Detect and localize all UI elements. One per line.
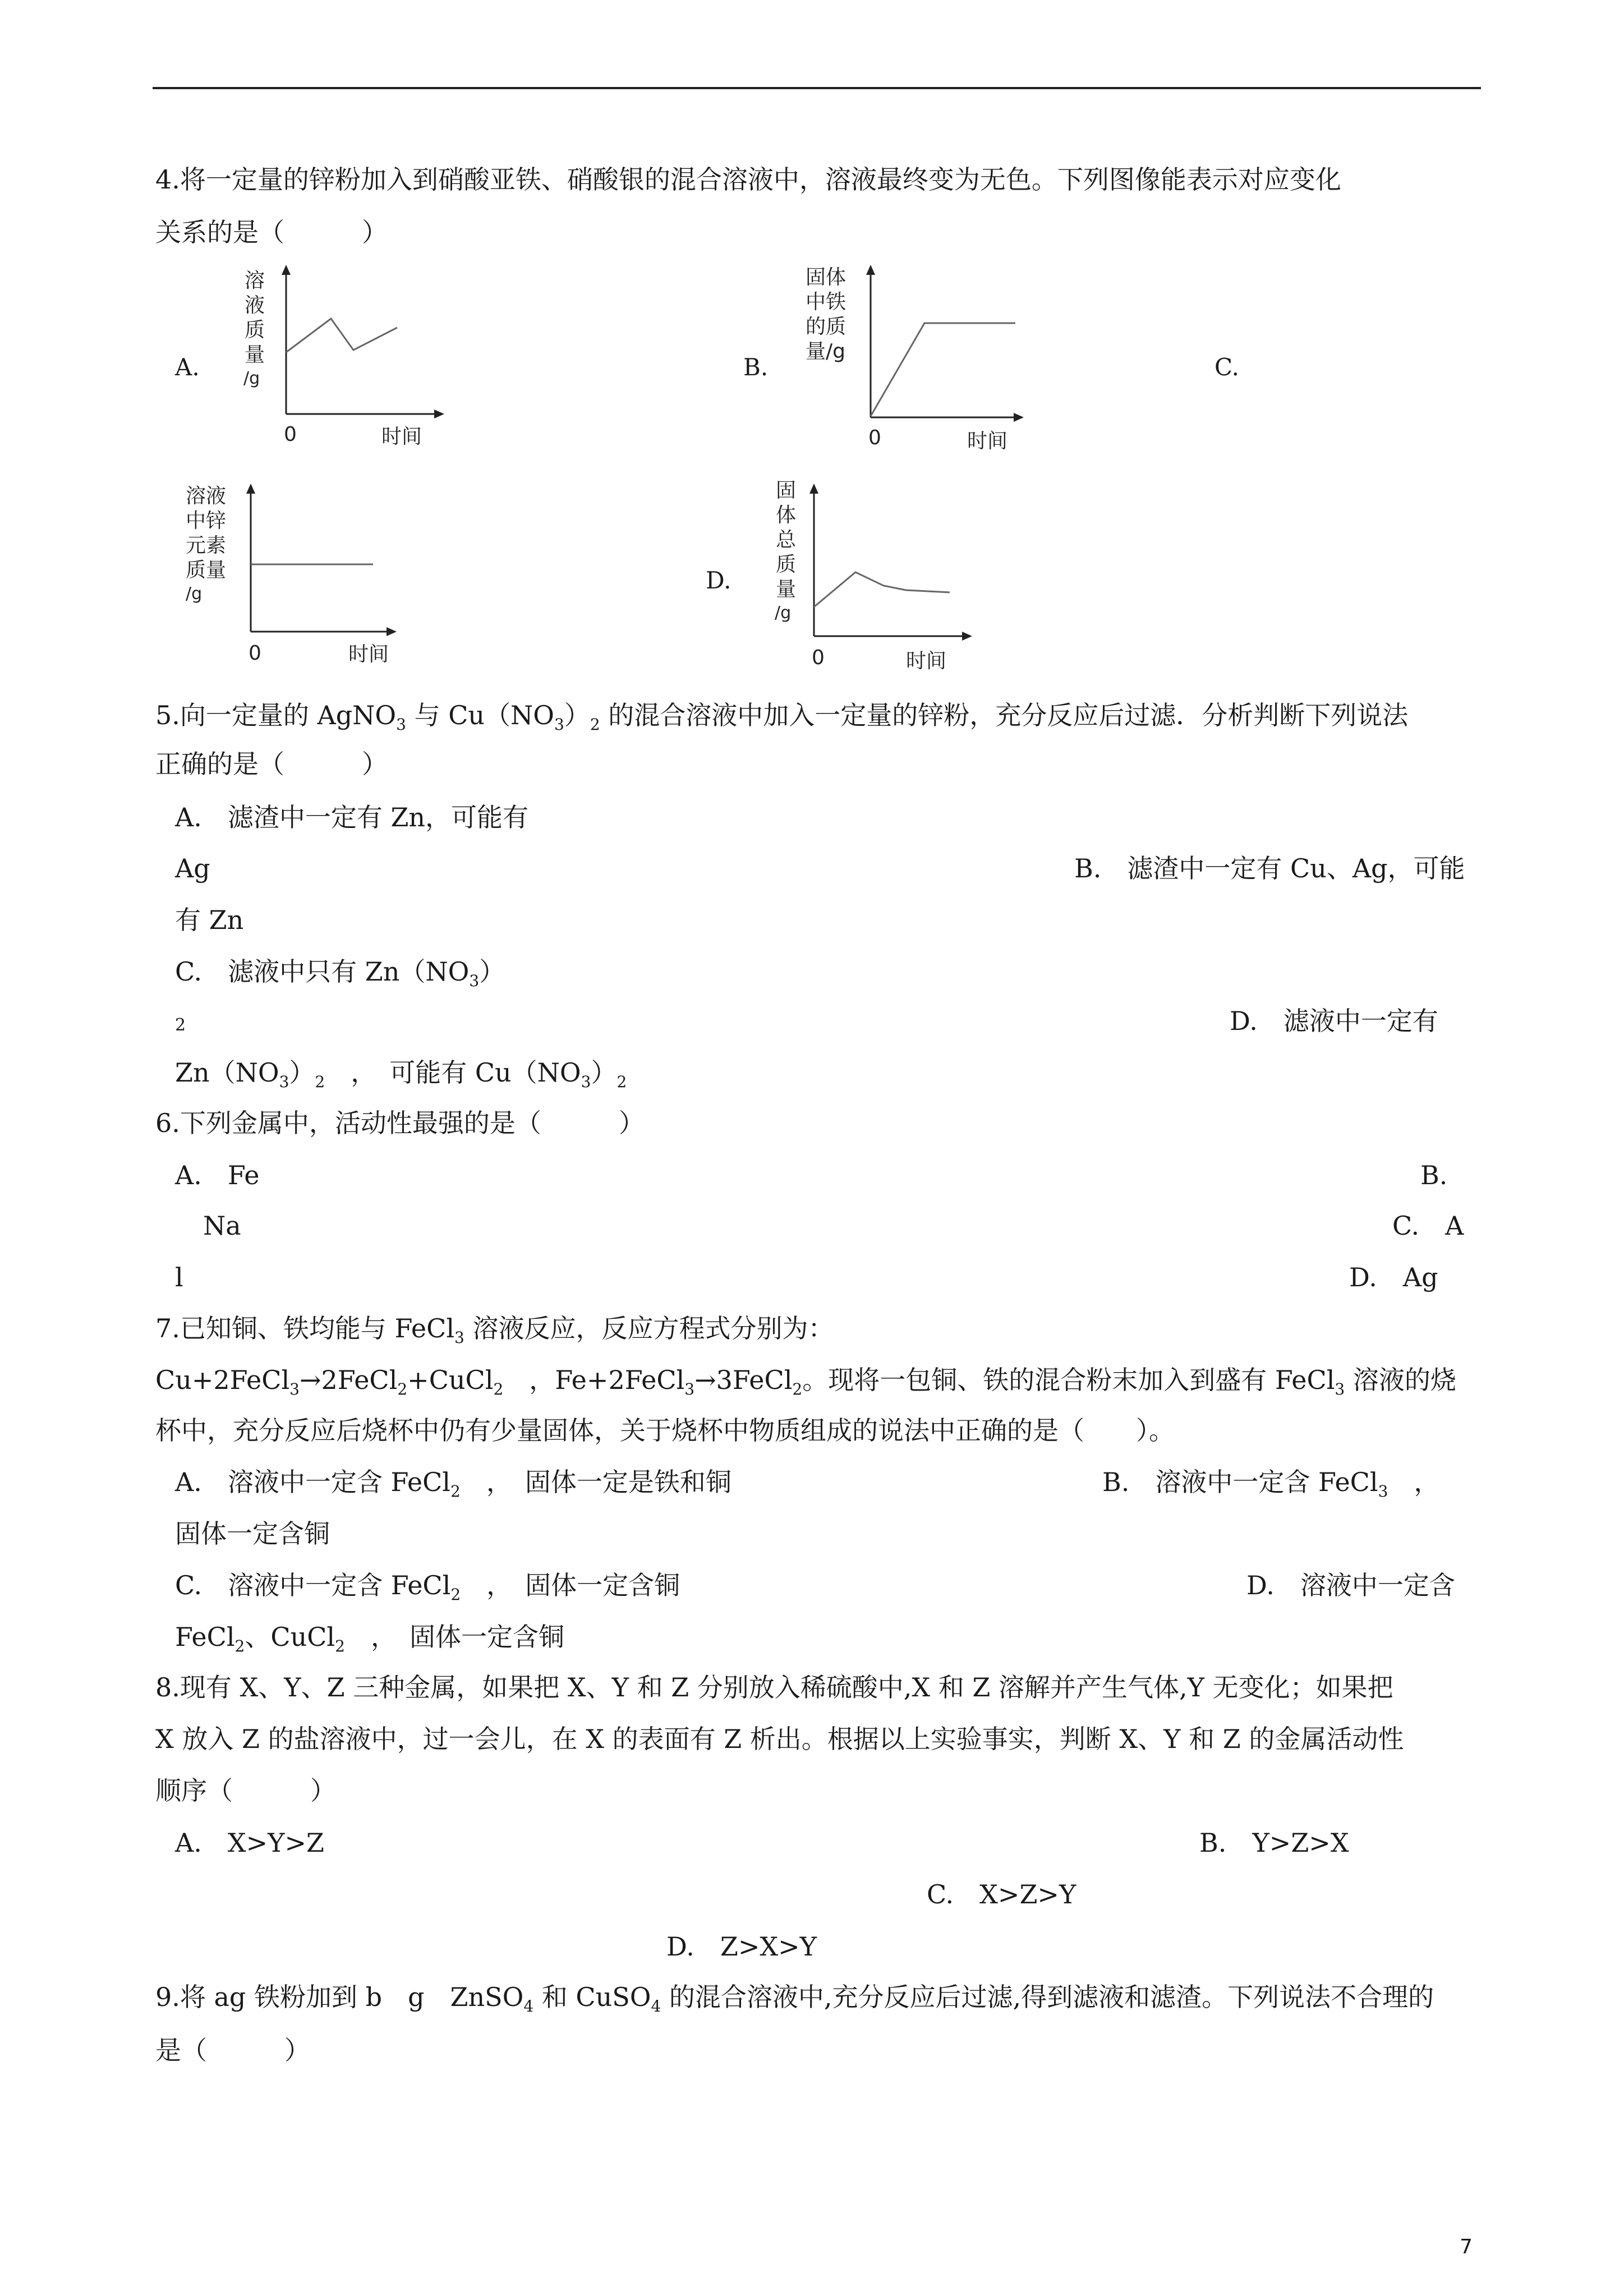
- q9-line1: 9.将 ag 铁粉加到 b g ZnSO$_4$ 和 CuSO$_4$ 的混合溶液中,充分反应后过滤,得到滤液和滤渣。下列说法不合理的: [155, 1982, 1434, 2016]
- q6-option-c: C. A: [1392, 1211, 1464, 1241]
- page-number: 7: [1460, 2235, 1473, 2258]
- q5-option-b: B. 滤渣中一定有 Cu、Ag，可能: [1074, 853, 1465, 884]
- q4-line2: 关系的是（ ）: [155, 217, 388, 247]
- q6-option-a: A. Fe: [175, 1160, 260, 1190]
- q7-stem-line1: 7.已知铜、铁均能与 FeCl$_3$ 溶液反应，反应方程式分别为：: [155, 1313, 834, 1347]
- q5-option-b-cont: 有 Zn: [175, 905, 244, 935]
- q6-stem: 6.下列金属中，活动性最强的是（ ）: [155, 1108, 645, 1138]
- graph-d-ylabel-3: 总: [776, 528, 797, 551]
- graph-c-ylabel-1: 溶液: [186, 485, 227, 508]
- q5-option-d-cont: $Zn(NO_3)_2$ ， 可能有 $Cu(NO_3)_2$: [175, 1057, 627, 1091]
- graph-a-xlabel: 时间: [381, 425, 422, 448]
- q4-line1: 4.将一定量的锌粉加入到硝酸亚铁、硝酸银的混合溶液中，溶液最终变为无色。下列图像能表示对应变化: [155, 164, 1341, 195]
- q5-option-c-cont: 2: [175, 1015, 186, 1035]
- q8-option-a: A. X>Y>Z: [175, 1828, 325, 1858]
- q4-label-b: B.: [743, 353, 769, 381]
- q7-option-d-cont: FeCl$_2$、CuCl$_2$ ， 固体一定含铜: [175, 1622, 564, 1655]
- graph-c: [182, 482, 407, 673]
- q7-option-b: B. 溶液中一定含 FeCl$_3$ ，: [1102, 1467, 1440, 1501]
- graph-c-ylabel-2: 中锌: [186, 509, 227, 532]
- q7-stem-line3: 杯中，充分反应后烧杯中仍有少量固体，关于烧杯中物质组成的说法中正确的是（ ）。: [155, 1415, 1175, 1446]
- q5-option-d: D. 滤液中一定有: [1230, 1006, 1438, 1036]
- q8-line1: 8.现有 X、Y、Z 三种金属，如果把 X、Y 和 Z 分别放入稀硫酸中,X 和 Z 溶解并产生气体,Y 无变化；如果把: [155, 1672, 1393, 1703]
- q8-line2: X 放入 Z 的盐溶液中，过一会儿，在 X 的表面有 Z 析出。根据以上实验事实，判断 X、Y 和 Z 的金属活动性: [155, 1724, 1404, 1754]
- graph-b-ylabel-1: 固体: [806, 266, 846, 289]
- graph-d-xlabel: 时间: [906, 650, 947, 673]
- graph-d: [771, 477, 979, 679]
- graph-b-ylabel-2: 中铁: [806, 291, 846, 314]
- q6-option-b: B.: [1420, 1160, 1448, 1190]
- q4-label-a: A.: [175, 353, 200, 381]
- graph-d-ylabel-4: 质: [776, 553, 797, 576]
- q8-option-b: B. Y>Z>X: [1199, 1828, 1349, 1858]
- q6-option-b-cont: Na: [203, 1211, 241, 1241]
- q4-label-c: C.: [1214, 353, 1239, 381]
- q4-label-d: D.: [706, 567, 732, 594]
- graph-c-ylabel-5: /g: [186, 584, 203, 604]
- graph-d-curve: [814, 572, 950, 607]
- q6-option-d: D. Ag: [1349, 1262, 1438, 1292]
- q5-stem-line2: 正确的是（ ）: [155, 749, 388, 779]
- q5-option-a: A. 滤渣中一定有 Zn，可能有: [175, 802, 529, 832]
- graph-b-xlabel: 时间: [967, 430, 1008, 453]
- graph-d-ylabel-5: 量: [776, 578, 797, 601]
- graph-d-ylabel-6: /g: [775, 603, 792, 623]
- q8-line3: 顺序（ ）: [155, 1775, 336, 1806]
- q8-option-c: C. X>Z>Y: [927, 1879, 1076, 1910]
- q5-option-c: C. 滤液中只有 $Zn(NO_3)$: [175, 956, 505, 990]
- q5-stem-line1: 5.向一定量的 AgNO$_3$ 与 $Cu(NO_3)_2$ 的混合溶液中加入一定量的锌粉，充分反应后过滤．分析判断下列说法: [155, 700, 1409, 734]
- graph-a: [241, 264, 449, 454]
- q7-option-b-cont: 固体一定含铜: [175, 1519, 330, 1549]
- graph-a-ylabel-2: 液: [245, 294, 265, 317]
- q9-line2: 是（ ）: [155, 2035, 310, 2065]
- graph-b-origin: 0: [868, 426, 881, 449]
- graph-c-origin: 0: [249, 642, 261, 665]
- q7-option-d: D. 溶液中一定含: [1246, 1570, 1455, 1600]
- q7-equations: Cu+2FeCl$_3$→2FeCl$_2$+CuCl$_2$ ，Fe+2FeCl$_3$→3FeCl$_2$。现将一包铜、铁的混合粉末加入到盛有 FeCl$_3$ 溶液的烧: [155, 1365, 1456, 1398]
- graph-a-ylabel-3: 质: [245, 319, 265, 342]
- q7-option-a: A. 溶液中一定含 FeCl$_2$ ， 固体一定是铁和铜: [175, 1467, 732, 1501]
- graph-a-origin: 0: [284, 423, 297, 446]
- graph-d-ylabel-1: 固: [776, 479, 797, 502]
- q7-option-c: C. 溶液中一定含 FeCl$_2$ ， 固体一定含铜: [175, 1570, 680, 1604]
- graph-c-ylabel-3: 元素: [186, 534, 227, 557]
- graph-a-ylabel-1: 溶: [245, 269, 265, 292]
- graph-b: [802, 264, 1027, 457]
- q5-option-a-cont: Ag: [175, 853, 210, 884]
- graph-b-curve: [871, 323, 1015, 416]
- graph-c-xlabel: 时间: [348, 643, 389, 666]
- graph-d-ylabel-2: 体: [776, 504, 797, 527]
- graph-b-ylabel-4: 量/g: [806, 340, 845, 363]
- q6-option-c-cont: l: [175, 1262, 183, 1292]
- graph-d-origin: 0: [812, 646, 825, 669]
- graph-a-ylabel-4: 量: [245, 343, 265, 366]
- q8-option-d: D. Z>X>Y: [666, 1931, 817, 1962]
- graph-c-ylabel-4: 质量: [186, 559, 227, 582]
- graph-a-curve: [286, 319, 397, 352]
- graph-b-ylabel-3: 的质: [806, 315, 846, 338]
- graph-a-ylabel-5: /g: [243, 369, 260, 388]
- header-rule: [153, 87, 1481, 89]
